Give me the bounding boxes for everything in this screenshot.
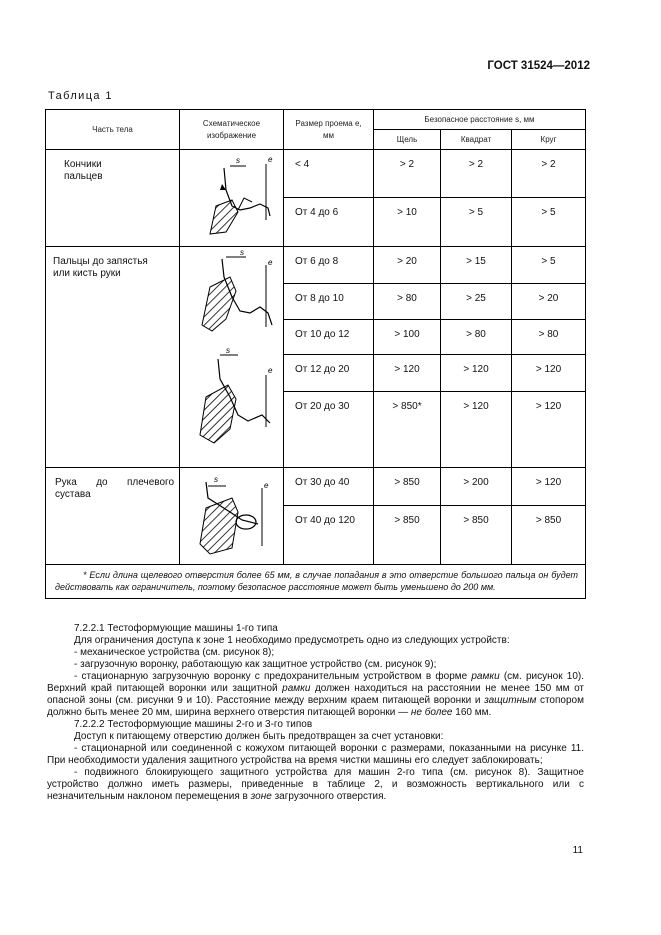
list-item: - подвижного блокирующего защитного устройства для машин 2-го типа (см. рисунок 8). Защитное устройство должно иметь размеры, приведенные в таблице 2, и возможность вертикального или с незначительным наклоном перемещения в зоне загрузочного отверстия. — [47, 767, 584, 802]
page-number: 11 — [572, 845, 583, 856]
header-square: Квадрат — [441, 130, 512, 150]
hand-diagram — [180, 247, 284, 471]
square-cell: > 5 — [468, 207, 484, 218]
opening-cell: От 20 до 30 — [295, 401, 350, 412]
square-cell: > 850 — [463, 515, 489, 526]
section-7-2-2-2-title: 7.2.2.2 Тестоформующие машины 2-го и 3-го типов — [74, 719, 313, 730]
paragraph: Доступ к питающему отверстию должен быть предотвращен за счет установки: — [74, 731, 444, 742]
opening-cell: От 30 до 40 — [295, 477, 350, 488]
slot-cell: > 10 — [397, 207, 417, 218]
label-s: s — [214, 475, 218, 484]
list-item: - стационарную загрузочную воронку с предохранительным устройством в форме рамки (см. рисунок 10). Верхний край питающей воронки или защитной рамки должен находиться на расстоянии не менее 150 мм от опасной зоны (см. рисунки 9 и 10). Расстояние между верхним краем питающей воронки и защитным стопором должно быть менее 20 мм, ширина верхнего отверстия питающей воронки — не более 160 мм. — [47, 671, 585, 718]
circle-cell: > 20 — [538, 293, 559, 304]
header-schematic: Схематическое изображение — [180, 110, 284, 150]
opening-cell: От 10 до 12 — [295, 329, 350, 340]
header-slot: Щель — [374, 130, 441, 150]
opening-cell: От 4 до 6 — [295, 207, 339, 218]
circle-cell: > 850 — [535, 515, 562, 526]
header-part: Часть тела — [46, 110, 180, 150]
square-cell: > 25 — [466, 293, 486, 304]
circle-cell: > 120 — [535, 401, 562, 412]
part-arm-to-shoulder: Рука до плечевого сустава — [55, 477, 174, 500]
square-cell: > 120 — [463, 401, 489, 412]
circle-cell: > 5 — [541, 256, 556, 267]
list-item: - стационарной или соединенной с кожухом питающей воронки с размерами, показанными на рисунке 11. При необходимости удаления защитного устройства на время чистки машины его следует заблокировать; — [47, 743, 584, 766]
arm-diagram — [180, 468, 284, 564]
table-footnote: * Если длина щелевого отверстия более 65 мм, в случае попадания в это отверстие большого пальца он будет действовать как ограничитель, поэтому безопасное расстояние может быть уменьшено до 200 мм. — [55, 570, 578, 592]
slot-cell: > 850* — [392, 401, 422, 412]
circle-cell: > 2 — [541, 159, 556, 170]
safety-distance-table — [45, 109, 586, 599]
opening-cell: От 40 до 120 — [295, 515, 355, 526]
label-e: e — [264, 481, 269, 490]
slot-cell: > 850 — [394, 515, 420, 526]
slot-cell: > 120 — [394, 364, 420, 375]
table-caption: Таблица 1 — [48, 90, 113, 102]
standard-number: ГОСТ 31524—2012 — [487, 60, 590, 72]
square-cell: > 2 — [468, 159, 484, 170]
square-cell: > 15 — [466, 256, 486, 267]
square-cell: > 120 — [463, 364, 489, 375]
body-text — [47, 623, 585, 803]
slot-cell: > 20 — [397, 256, 417, 267]
circle-cell: > 120 — [535, 477, 562, 488]
paragraph: Для ограничения доступа к зоне 1 необходимо предусмотреть одно из следующих устройств: — [74, 635, 510, 646]
square-cell: > 200 — [463, 477, 489, 488]
label-s: s — [226, 346, 230, 355]
fingertip-diagram — [180, 150, 284, 246]
opening-cell: От 8 до 10 — [295, 293, 344, 304]
square-cell: > 80 — [466, 329, 486, 340]
header-safe-distance: Безопасное расстояние s, мм — [374, 110, 586, 130]
label-e: e — [268, 155, 273, 164]
list-item: - механическое устройства (см. рисунок 8); — [74, 647, 275, 658]
section-7-2-2-1-title: 7.2.2.1 Тестоформующие машины 1-го типа — [74, 623, 278, 634]
label-s: s — [236, 156, 240, 165]
opening-cell: От 6 до 8 — [295, 256, 339, 267]
opening-cell: < 4 — [295, 159, 310, 170]
part-fingertips: Кончики пальцев — [64, 159, 103, 182]
schematic-fingertips — [180, 150, 284, 247]
schematic-arm — [180, 468, 284, 565]
slot-cell: > 850 — [394, 477, 420, 488]
slot-cell: > 100 — [394, 329, 420, 340]
circle-cell: > 5 — [541, 207, 556, 218]
slot-cell: > 80 — [397, 293, 417, 304]
part-fingers-to-wrist: Пальцы до запястья или кисть руки — [53, 256, 148, 279]
list-item: - загрузочную воронку, работающую как защитное устройство (см. рисунок 9); — [74, 659, 437, 670]
label-s: s — [240, 248, 244, 257]
slot-cell: > 2 — [399, 159, 415, 170]
header-circle: Круг — [512, 130, 586, 150]
label-e: e — [268, 258, 273, 267]
circle-cell: > 80 — [538, 329, 559, 340]
label-e: e — [268, 366, 273, 375]
schematic-hand — [180, 247, 284, 468]
header-opening: Размер проема e, мм — [284, 110, 374, 150]
circle-cell: > 120 — [535, 364, 562, 375]
opening-cell: От 12 до 20 — [295, 364, 350, 375]
